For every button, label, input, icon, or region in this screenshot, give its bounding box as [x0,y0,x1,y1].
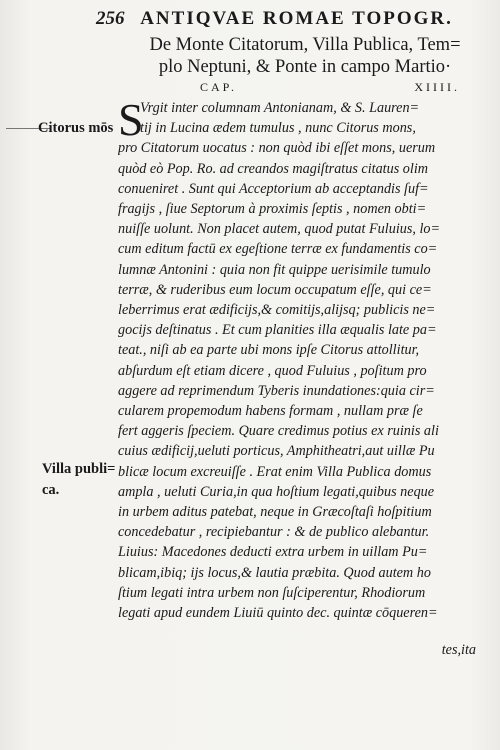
text-line: ſtium legati intra urbem non ſuſciperentur, Rhodiorum [118,584,426,601]
chapter-label: CAP. [200,80,238,94]
text-line: teat., niſi ab ea parte ubi mons ipſe Citorus attollitur, [118,342,420,359]
chapter-title [130,34,480,78]
text-line: nuiſſe uolunt. Non placet autem, quod putat Fuluius, lo= [118,221,441,238]
text-line: cuius ædificij,ueluti porticus, Amphitheatri,aut uillæ Pu [118,443,435,460]
text-line: lumnæ Antonini : quia non fit quippe uerisimile tumulo [118,261,431,278]
drop-cap: S [118,94,144,145]
margin-note-citorius: Citorus mōs [38,120,114,136]
text-line: pro Citatorum uocatus : non quòd ibi eſſet mons, uerum [118,140,436,157]
chapter-title-line: plo Neptuni, & Ponte in campo Martio· [158,57,452,77]
margin-note-villa-cont: ca. [42,482,60,498]
running-title: ANTIQVAE ROMAE TOPOGR. [140,8,453,29]
margin-note-villa: Villa publi= [42,461,116,477]
text-line: gocijs deſtinatus . Et cum planities illa æqualis late pa= [118,322,437,339]
text-line: tij in Lucina ædem tumulus , nunc Citorus mons, [140,120,416,137]
text-line: fragijs , ſiue Septorum à proximis ſeptis , nomen obti= [118,201,427,218]
chapter-number [200,80,460,95]
chapter-numeral: XIIII. [414,80,460,94]
text-line: cularem propemodum habens formam , nullam præ ſe [118,403,423,420]
catchword: tes,ita [441,642,476,658]
text-line: ampla , ueluti Curia,in qua hoſtium legati,quibus neque [118,483,435,500]
text-line: fert aggeris ſpeciem. Quare credimus potius ex ruinis ali [118,423,439,440]
text-line: conueniret . Sunt qui Acceptorium ab acceptandis ſuf= [118,180,429,197]
text-line: quòd eò Pop. Ro. ad creandos magiſtratus citatus olim [118,160,429,177]
text-line: abſurdum eſt etiam dicere , quod Fuluius , poſitum pro [118,362,427,379]
text-line: blicæ locum excreuiſſe . Erat enim Villa Publica domus [118,463,432,480]
chapter-title-line: De Monte Citatorum, Villa Publica, Tem= [149,35,461,55]
body-text [118,94,475,623]
page-number: 256 [96,8,125,29]
text-line: terræ, & ruderibus eum locum occupatum eſſe, qui ce= [118,281,432,298]
text-line: legati apud eundem Liuiū quinto dec. quintæ cōqueren= [118,605,438,622]
text-line: cum editum factū ex egeſtione terræ ex fundamentis co= [118,241,438,258]
running-header [96,8,480,30]
text-line: aggere ad reprimendum Tyberis inundationes:quia cir= [118,382,435,399]
text-line: in urbem aditus patebat, neque in Græcoſtaſi hoſpitium [118,504,432,521]
text-line: blicam,ibiq; ijs locus,& lautia præbita. Quod autem ho [118,564,431,581]
text-line: concedebatur , recipiebantur : & de publico alebantur. [118,524,430,541]
text-line: Liuius: Macedones deducti extra urbem in uillam Pu= [118,544,428,561]
text-line: leberrimus erat ædificijs,& comitijs,alijsq; publicis ne= [118,302,436,319]
text-line: Vrgit inter columnam Antonianam, & S. Lauren= [140,100,420,116]
